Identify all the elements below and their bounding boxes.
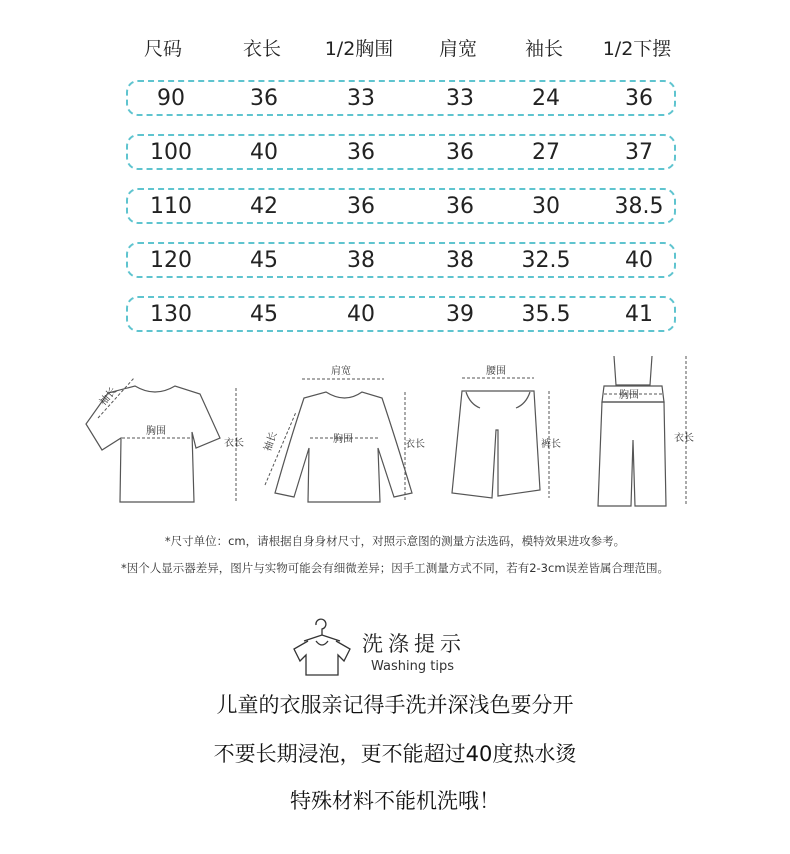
cell-sleeve: 30	[532, 194, 560, 219]
cell-size: 130	[150, 302, 192, 327]
cell-sleeve: 27	[532, 140, 560, 165]
tshirt-sleeve-label: 袖长	[97, 385, 120, 408]
sweater-length-label: 衣长	[405, 439, 425, 450]
cell-chest: 40	[347, 302, 375, 327]
cell-length: 40	[250, 140, 278, 165]
header-size: 尺码	[143, 38, 182, 60]
table-row	[126, 134, 676, 170]
tshirt-chest-label: 胸围	[146, 426, 166, 437]
size-table-header	[0, 34, 790, 62]
cell-hem: 40	[625, 248, 653, 273]
cell-size: 120	[150, 248, 192, 273]
table-row	[126, 296, 676, 332]
washing-tip: 不要长期浸泡，更不能超过40度热水烫	[213, 742, 577, 766]
cell-chest: 38	[347, 248, 375, 273]
washing-tip: 特殊材料不能机洗哦！	[290, 789, 500, 813]
cell-shoulder: 38	[446, 248, 474, 273]
header-length: 衣长	[242, 38, 281, 60]
header-shoulder: 肩宽	[438, 38, 477, 60]
cell-length: 36	[250, 86, 278, 111]
cell-size: 110	[150, 194, 192, 219]
display-note: *因个人显示器差异，图片与实物可能会有细微差异；因手工测量方式不同，若有2-3cm误差皆属合理范围。	[120, 561, 670, 575]
cell-hem: 38.5	[614, 194, 664, 219]
cell-hem: 36	[625, 86, 653, 111]
cell-shoulder: 39	[446, 302, 474, 327]
sweater-outline	[275, 392, 412, 502]
cell-sleeve: 24	[532, 86, 560, 111]
cell-sleeve: 35.5	[521, 302, 571, 327]
overalls-outline	[598, 356, 666, 506]
shorts-waist-label: 腰围	[486, 366, 506, 377]
overalls-length-label: 衣长	[674, 433, 694, 444]
shorts-outline	[452, 391, 540, 498]
cell-length: 45	[250, 248, 278, 273]
cell-chest: 33	[347, 86, 375, 111]
cell-shoulder: 33	[446, 86, 474, 111]
cell-size: 100	[150, 140, 192, 165]
overalls-chest-label: 胸围	[619, 390, 639, 401]
cell-length: 45	[250, 302, 278, 327]
cell-shoulder: 36	[446, 194, 474, 219]
sweater-shoulder-label: 肩宽	[331, 366, 351, 377]
sweater-chest-label: 胸围	[333, 434, 353, 445]
size-note: *尺寸单位：cm，请根据自身身材尺寸，对照示意图的测量方法选码，模特效果进攻参考。	[164, 534, 626, 548]
table-row	[126, 188, 676, 224]
shorts-length-label: 裤长	[541, 439, 561, 450]
cell-sleeve: 32.5	[521, 248, 571, 273]
cell-hem: 37	[625, 140, 653, 165]
cell-hem: 41	[625, 302, 653, 327]
header-sleeve: 袖长	[524, 38, 563, 60]
tshirt-length-label: 衣长	[224, 438, 244, 449]
header-hem: 1/2下摆	[602, 38, 672, 60]
washing-title: 洗涤提示	[362, 632, 466, 656]
washing-tip: 儿童的衣服亲记得手洗并深浅色要分开	[216, 693, 574, 717]
cell-chest: 36	[347, 194, 375, 219]
cell-chest: 36	[347, 140, 375, 165]
cell-length: 42	[250, 194, 278, 219]
washing-subtitle: Washing tips	[371, 659, 454, 674]
table-row	[126, 242, 676, 278]
cell-size: 90	[157, 86, 185, 111]
header-chest: 1/2胸围	[324, 38, 394, 60]
sweater-sleeve-label: 袖长	[262, 430, 280, 454]
table-row	[126, 80, 676, 116]
hanger-shirt-icon	[290, 615, 352, 677]
measurement-diagrams	[0, 345, 790, 515]
cell-shoulder: 36	[446, 140, 474, 165]
